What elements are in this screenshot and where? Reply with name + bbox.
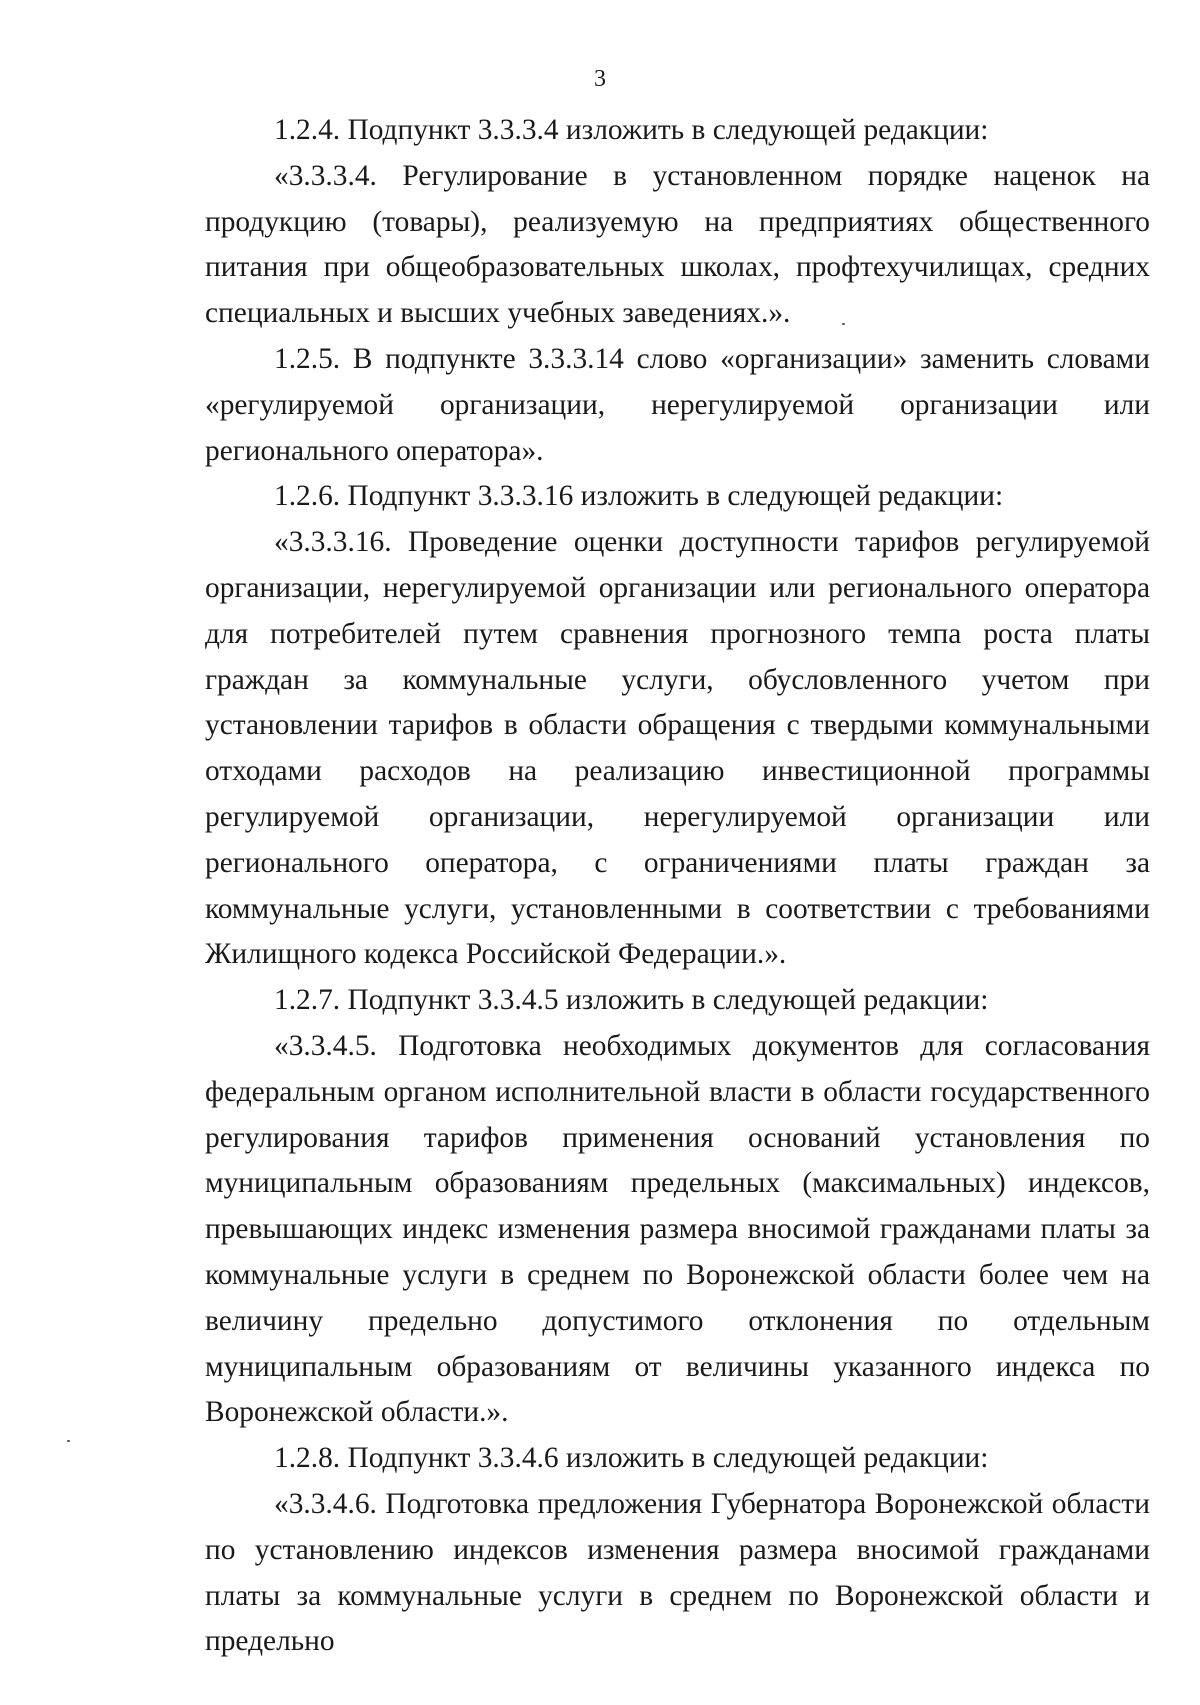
paragraph-1-2-6: 1.2.6. Подпункт 3.3.3.16 изложить в следующей редакции: [274,480,1004,513]
document-body [205,108,1150,1665]
scan-speck [842,323,845,325]
paragraph-3-3-3-4: «3.3.3.4. Регулирование в установленном порядке наценок на продукцию (товары), реализуемую на предприятиях общественного питания при общеобразовательных школах, профтехучилищах, средних специальных и высших учебных заведениях.». [205,159,1150,330]
scan-speck [67,1440,70,1442]
paragraph-3-3-4-6: «3.3.4.6. Подготовка предложения Губернатора Воронежской области по установлению индексов изменения размера вносимой гражданами платы за коммунальные услуги в среднем по Воронежской области и предельно [205,1487,1150,1658]
paragraph-1-2-8: 1.2.8. Подпункт 3.3.4.6 изложить в следующей редакции: [274,1442,989,1475]
paragraph-1-2-5: 1.2.5. В подпункте 3.3.3.14 слово «организации» заменить словами «регулируемой организации, нерегулируемой организации или регионального оператора». [205,342,1150,467]
paragraph-3-3-4-5: «3.3.4.5. Подготовка необходимых документов для согласования федеральным органом исполнительной власти в области государственного регулирования тарифов применения оснований установления по муниципальным образованиям предельных (максимальных) индексов, превышающих индекс изменения размера вносимой гражданами платы за коммунальные услуги в среднем по Воронежской области более чем на величину предельно допустимого отклонения по отдельным муниципальным образованиям от величины указанного индекса по Воронежской области.». [205,1029,1150,1429]
paragraph-3-3-3-16: «3.3.3.16. Проведение оценки доступности тарифов регулируемой организации, нерегулируемой организации или регионального оператора для потребителей путем сравнения прогнозного темпа роста платы граждан за коммунальные услуги, обусловленного учетом при установлении тарифов в области обращения с твердыми коммунальными отходами расходов на реализацию инвестиционной программы регулируемой организации, нерегулируемой организации или регионального оператора, с ограничениями платы граждан за коммунальные услуги, установленными в соответствии с требованиями Жилищного кодекса Российской Федерации.». [205,526,1150,971]
page-number: 3 [594,66,606,92]
paragraph-1-2-7: 1.2.7. Подпункт 3.3.4.5 изложить в следующей редакции: [274,984,989,1017]
paragraph-1-2-4: 1.2.4. Подпункт 3.3.3.4 изложить в следующей редакции: [274,114,989,146]
